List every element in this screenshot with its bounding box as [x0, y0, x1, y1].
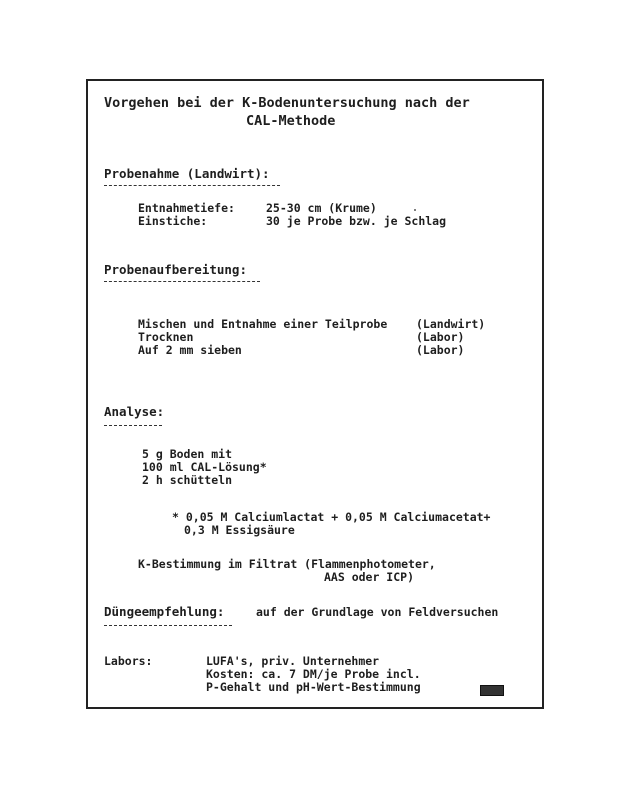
labors-line-1: LUFA's, priv. Unternehmer	[206, 654, 380, 668]
who-sieben: (Labor)	[416, 343, 465, 357]
k-bestimmung-line-2: AAS oder ICP)	[324, 570, 415, 584]
label-labors: Labors:	[104, 654, 153, 668]
document-title-line1: Vorgehen bei der K-Bodenuntersuchung nach der	[104, 95, 470, 111]
printer-stamp-mark	[480, 685, 504, 696]
labors-line-3: P-Gehalt und pH-Wert-Bestimmung	[206, 680, 421, 694]
analyse-line-2: 100 ml CAL-Lösung*	[142, 460, 267, 474]
heading-duengeempfehlung: Düngeempfehlung:	[104, 604, 225, 619]
document-frame	[86, 79, 544, 709]
heading-probenahme: Probenahme (Landwirt):	[104, 166, 270, 181]
label-einstiche: Einstiche:	[138, 214, 208, 228]
heading-probenaufbereitung: Probenaufbereitung:	[104, 262, 247, 277]
analyse-line-1: 5 g Boden mit	[142, 447, 233, 461]
who-trocknen: (Labor)	[416, 330, 465, 344]
value-entnahmetiefe: 25-30 cm (Krume)	[266, 201, 377, 215]
analyse-line-3: 2 h schütteln	[142, 473, 233, 487]
duenge-text: auf der Grundlage von Feldversuchen	[256, 605, 499, 619]
step-mischen: Mischen und Entnahme einer Teilprobe	[138, 317, 388, 331]
labors-line-2: Kosten: ca. 7 DM/je Probe incl.	[206, 667, 421, 681]
footnote-line-1: * 0,05 M Calciumlactat + 0,05 M Calciumacetat+	[172, 510, 491, 524]
speck-dot	[414, 209, 416, 211]
who-mischen: (Landwirt)	[416, 317, 486, 331]
underline-probenaufbereitung	[104, 281, 260, 282]
step-sieben: Auf 2 mm sieben	[138, 343, 242, 357]
document-title-line2: CAL-Methode	[246, 113, 336, 129]
label-entnahmetiefe: Entnahmetiefe:	[138, 201, 235, 215]
heading-analyse: Analyse:	[104, 404, 165, 419]
value-einstiche: 30 je Probe bzw. je Schlag	[266, 214, 447, 228]
underline-analyse	[104, 425, 162, 426]
k-bestimmung-line-1: K-Bestimmung im Filtrat (Flammenphotometer,	[138, 557, 436, 571]
step-trocknen: Trocknen	[138, 330, 194, 344]
underline-probenahme	[104, 185, 280, 186]
footnote-line-2: 0,3 M Essigsäure	[184, 523, 295, 537]
underline-duengeempfehlung	[104, 625, 232, 626]
